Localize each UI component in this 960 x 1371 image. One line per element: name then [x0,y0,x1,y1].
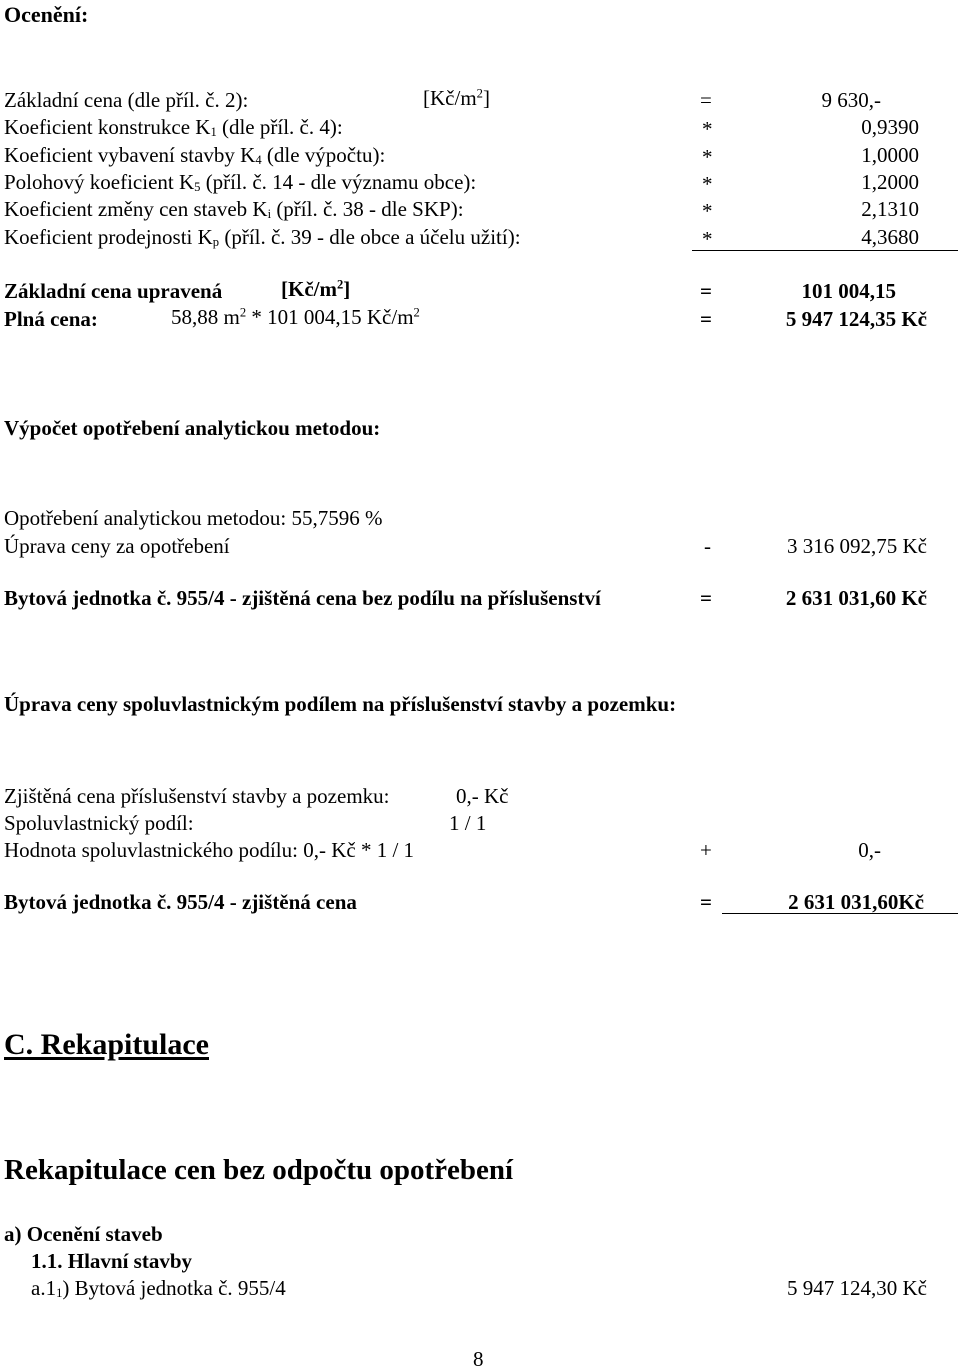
sum-rule [692,250,958,251]
accessories-price-value: 0,- Kč [456,784,509,808]
recap-item-value: 5 947 124,30 Kč [787,1276,927,1300]
param-op: * [702,172,713,196]
share-value-op: + [700,838,712,862]
param-label-k4: Koeficient vybavení stavby $K_4$ (dle výpočtu): [4,143,386,167]
param-op: * [702,227,713,251]
param-label-kp: Koeficient prodejnosti $K_p$ (příl. č. 39 - dle obce a účelu užití): [4,225,521,249]
recap-a11: 1.1. Hlavní stavby [31,1249,193,1273]
param-label-base-price: Základní cena (dle příl. č. 2): [4,88,249,112]
co-ownership-value: 1 / 1 [449,811,487,835]
share-heading: Úprava ceny spoluvlastnickým podílem na příslušenství stavby a pozemku: [4,692,677,716]
final-price-label: Bytová jednotka č. 955/4 - zjištěná cena [4,890,357,914]
param-value: 9 630,- [821,88,881,112]
param-op: * [702,199,713,223]
final-price-op: = [700,890,712,914]
wear-adjust-label: Úprava ceny za opotřebení [4,534,230,558]
param-label-k1: Koeficient konstrukce $K_1$ (dle příl. č. 4): [4,115,343,139]
param-value: 1,2000 [861,170,919,194]
adjusted-price-label: Základní cena upravená [4,279,223,303]
unit-price-value: 2 631 031,60 Kč [785,586,927,610]
adjusted-price-op: = [700,279,712,303]
recap-a: a) Ocenění staveb [4,1222,163,1246]
param-op: * [702,117,713,141]
param-label-ki: Koeficient změny cen staveb $K_i$ (příl. č. 38 - dle SKP): [4,197,464,221]
param-op: * [702,145,713,169]
adjusted-price-value: 101 004,15 [801,279,896,303]
wear-heading: Výpočet opotřebení analytickou metodou: [4,416,381,440]
recap-heading: Rekapitulace cen bez odpočtu opotřebení [4,1154,514,1186]
section-heading: Ocenění: [4,2,89,27]
unit-price-op: = [700,586,712,610]
full-price-op: = [700,307,712,331]
final-price-value: 2 631 031,60Kč [788,890,924,914]
adjusted-price-unit: $[Kč/m^2]$ [281,277,351,301]
full-price-formula: 58,88 $m^2 * 101$ 004,15 $Kč/m^2$ [171,305,420,329]
param-value: 0,9390 [861,115,919,139]
share-value-value: 0,- [858,838,881,862]
param-value: 2,1310 [861,197,919,221]
recap-item-label: $a.1_1$) Bytová jednotka č. 955/4 [31,1276,286,1300]
param-unit-base-price: $[Kč/m^2]$ [423,86,490,110]
wear-adjust-value: 3 316 092,75 Kč [787,534,927,558]
section-c-title: C. Rekapitulace [4,1028,209,1061]
full-price-label: Plná cena: [4,307,98,331]
param-label-k5: Polohový koeficient $K_5$ (příl. č. 14 - dle významu obce): [4,170,477,194]
accessories-price-label: Zjištěná cena příslušenství stavby a pozemku: [4,784,390,808]
share-value-label: Hodnota spoluvlastnického podílu: 0,- Kč * 1 / 1 [4,838,415,862]
page-number: 8 [473,1347,484,1371]
wear-adjust-op: - [704,534,711,558]
wear-percentage: Opotřebení analytickou metodou: 55,7596 % [4,506,383,530]
unit-price-label: Bytová jednotka č. 955/4 - zjištěná cena bez podílu na příslušenství [4,586,601,610]
param-op: = [700,88,712,112]
full-price-value: 5 947 124,35 Kč [785,307,927,331]
final-rule [722,913,958,914]
co-ownership-label: Spoluvlastnický podíl: [4,811,194,835]
param-value: 4,3680 [861,225,919,249]
param-value: 1,0000 [861,143,919,167]
